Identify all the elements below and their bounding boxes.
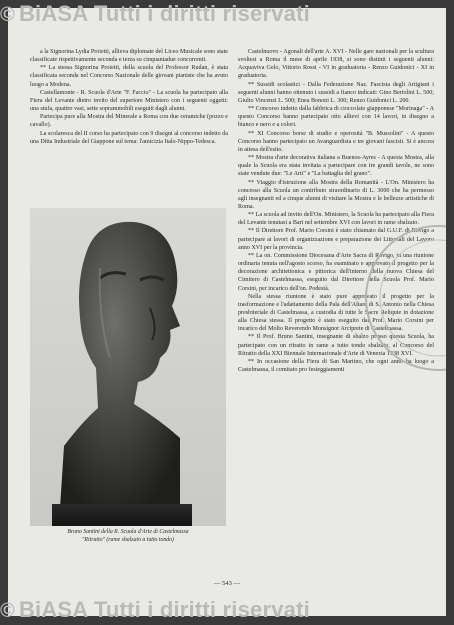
watermark-bottom (0, 596, 454, 624)
paragraph: ** Il Prof. Bruno Santini, insegnante di sbalzo presso questa Scuola, ha partecipato con un ritratto in rame a tutto tondo sbalzato, al Concorso del Ritratto della XXI Biennale Internazionale d'Arte di Venezia 1938 XVI. (238, 334, 434, 357)
watermark-text: BiASA Tutti i diritti riservati (18, 597, 310, 622)
paragraph: a la Signorina Lydia Proietti, allieva diplomate del Liceo Musicale sono state classificate rispettivamente seconda e terza su cinquantadue concorrenti. (30, 49, 228, 64)
paragraph: ** La scuola ad invito dell'On. Ministero, la Scuola ha partecipato alla Fiera del Levante tenutasi a Bari nel settembre XVI con lavori in rame sbalzato. (238, 212, 434, 227)
paragraph: ** Concorso indetto dalla fabbrica di cioccolato giapponese "Morinaga" - A questo Concorso hanno partecipato otto allievi con 14 lavori, in disegno a bianco e nero e a colori. (238, 106, 434, 129)
paragraph: Castellamonte - R. Scuola d'Arte "F. Faccio" - La scuola ha partecipato alla Fiera del Levante dietro invito del superiore Ministero con i seguenti oggetti: una stufa, quattro vasi, sette soprammobili eseguiti dagli alunni. (30, 89, 228, 113)
paragraph: ** La on. Commissione Diocesana d'Arte Sacra di Rovigo, in una riunione ordinaria tenuta nell'agosto scorso, ha esaminato e approvato il progetto per la decorazione architettonica e pittorica dell'interno della nuova Chiesa del Cimitero di Castelmassa, eseguito dal Direttore della Scuola Prof. Mario Corsini, per incarico dell'on. Podestà. (238, 252, 434, 292)
photo-caption (30, 529, 226, 544)
caption-line: Bruno Santini della R. Scuola d'Arte di Castelmassa (67, 529, 189, 535)
paragraph: ** Mostra d'arte decorativa italiana a Buenos-Ayres - A questa Mostra, alla quale la Scuola era stata invitata a partecipare con tre grandi tavole, ne sono state vendute due: "Le Arti" e "La battaglia del grano". (238, 155, 434, 178)
bust-photograph (30, 208, 226, 526)
paragraph: ** Viaggio d'istruzione alla Mostra della Romanità - L'On. Ministero ha concesso alla Scuola un contributo straordinario di L. 3000 che ha permesso agli insegnanti ed a cinque alunni di visitare la Mostra e le bellezze artistiche di Roma. (238, 179, 434, 210)
paragraph: ** Il Direttore Prof. Mario Corsini è stato chiamato dal G.U.F. di Rovigo a partecipare ai lavori di organizzazione e preparazione dei Littoriali del Lavoro anno XVI per la provincia. (238, 228, 434, 251)
paragraph: Castelnuovo - Agonali dell'arte A. XVI - Nelle gare nazionali per la scultura svoltesi a Roma il mese di aprile 1938, si sono distinti i seguenti alunni: Acquaviva Gelo, Vittorio Rossi - VI in graduatoria - Renzo Guidonici - XI in graduatoria. (238, 49, 434, 80)
page-number: — 543 — (214, 580, 240, 587)
caption-line: "Ritratto" (rame sbalzato a tutto tondo) (82, 536, 174, 543)
paragraph: La scolaresca del II corso ha partecipato con 9 disegni al concorso indetto da una Ditta Industriale del Giappone sul tema: l'amicizia Italo-Nippo-Tedesca. (30, 130, 228, 145)
watermark-top (0, 0, 454, 28)
library-stamp (358, 208, 446, 388)
paragraph: ** In occasione della Fiera di San Martino, che ogni anno ha luogo a Castelmassa, il comitato pro festeggiamenti (238, 358, 434, 374)
left-column (30, 48, 228, 146)
paragraph: ** Sussidi scolastici - Dalla Federazione Naz. Fascista degli Artigiani i seguenti alunni hanno ottenuto i sussidi a fianco indicati: Gino Bertolini L. 500; Giulio Vincenzi L. 500; Enea Bononi L. 300; Renzo Guidonici L. 200. (238, 81, 434, 104)
copyright-icon: © (0, 4, 15, 26)
paragraph: Nella stessa riunione è stato pure approvato il progetto per la trasformazione e l'adattamento della Pala dell'Altare di S. Antonio nella Chiesa presbiteriale di Castelmassa, a custodia di tutte le Sacre Reliquie in dotazione alla Chiesa stessa. Il progetto è stato eseguito dal Prof. Mario Corsini per incarico del Molto Reverendo Monsignor Arciprete di Castelmassa. (238, 293, 434, 333)
watermark-text: BiASA Tutti i diritti riservati (18, 1, 310, 26)
document-page (8, 8, 446, 616)
paragraph: ** La stessa Signorina Proietti, della scuola del Professor Rudan, è stata classificata seconda nel Concorso Nazionale delle giovani pianiste che ha avuto luogo a Modena. (30, 65, 228, 88)
paragraph: ** XI Concorso borse di studio e operosità "B. Mussolini" - A questo Concorso hanno partecipato un Avanguardista e tre giovani fascisti. Si è ancora in attesa dell'esito. (238, 130, 434, 153)
copyright-icon: © (0, 600, 15, 622)
paragraph: Partecipa pure alla Mostra del Minerale a Roma con due ceramiche (pozzo e cavallo). (30, 114, 228, 129)
